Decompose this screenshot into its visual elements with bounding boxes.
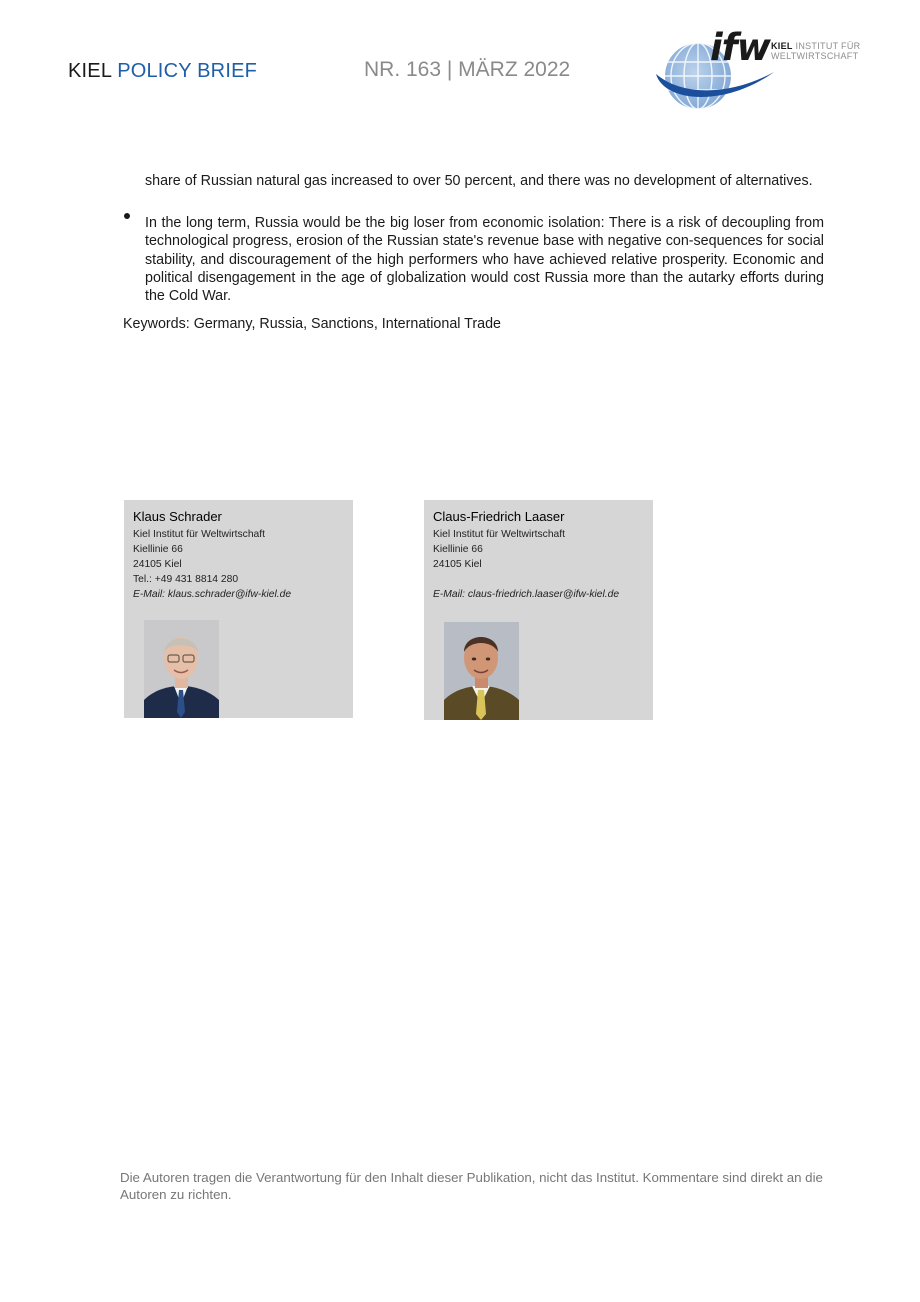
bullet-long-term: In the long term, Russia would be the big loser from economic isolation: There is a risk of decoupling from technological progress, erosion of the Russian state's revenue base with negative con-sequences for social stability, and discouragement of the high performers who have achieved relative prosperity. Economic and political disengagement in the age of globalization would cost Russia more than the autarky efforts during the Cold War. <box>145 215 824 305</box>
author-phone <box>433 572 619 587</box>
author-city: 24105 Kiel <box>133 559 182 570</box>
author-institute: Kiel Institut für Weltwirtschaft <box>433 529 565 540</box>
ifw-logo <box>654 28 868 112</box>
logo-institut: INSTITUT FÜR <box>795 41 861 51</box>
author-name: Klaus Schrader <box>133 509 222 524</box>
logo-institute-name <box>771 41 860 61</box>
author-contact <box>133 527 291 602</box>
portrait-icon <box>444 622 519 720</box>
logo-kiel: KIEL <box>771 41 793 51</box>
paragraph-continuation: share of Russian natural gas increased to over 50 percent, and there was no development of alternatives. <box>145 173 813 189</box>
keywords-label: Keywords: <box>123 316 190 332</box>
author-street: Kiellinie 66 <box>433 544 483 555</box>
issue-number: NR. 163 | MÄRZ 2022 <box>364 58 571 81</box>
author-email[interactable]: E-Mail: klaus.schrader@ifw-kiel.de <box>133 589 292 600</box>
author-street: Kiellinie 66 <box>133 544 183 555</box>
brand-kiel: KIEL <box>68 60 112 82</box>
bullet-dot-icon <box>124 213 130 219</box>
author-name: Claus-Friedrich Laaser <box>433 509 565 524</box>
keywords <box>123 316 501 332</box>
author-contact <box>433 527 619 602</box>
author-phone: Tel.: +49 431 8814 280 <box>133 574 239 585</box>
author-city: 24105 Kiel <box>433 559 482 570</box>
author-institute: Kiel Institut für Weltwirtschaft <box>133 529 265 540</box>
footer-disclaimer: Die Autoren tragen die Verantwortung für den Inhalt dieser Publikation, nicht das Institut. Kommentare sind direkt an die Autoren zu richten. <box>120 1170 823 1202</box>
publication-brand <box>68 60 257 83</box>
brand-policy-brief: POLICY BRIEF <box>117 60 258 82</box>
author-photo-schrader <box>144 620 219 718</box>
keywords-value: Germany, Russia, Sanctions, International Trade <box>189 316 501 332</box>
author-card-schrader <box>124 500 353 718</box>
logo-weltwirtschaft: WELTWIRTSCHAFT <box>771 51 859 61</box>
author-photo-laaser <box>444 622 519 720</box>
logo-ifw-mark: ifw <box>710 26 770 69</box>
portrait-icon <box>144 620 219 718</box>
author-card-laaser <box>424 500 653 720</box>
author-email[interactable]: E-Mail: claus-friedrich.laaser@ifw-kiel.de <box>433 589 620 600</box>
